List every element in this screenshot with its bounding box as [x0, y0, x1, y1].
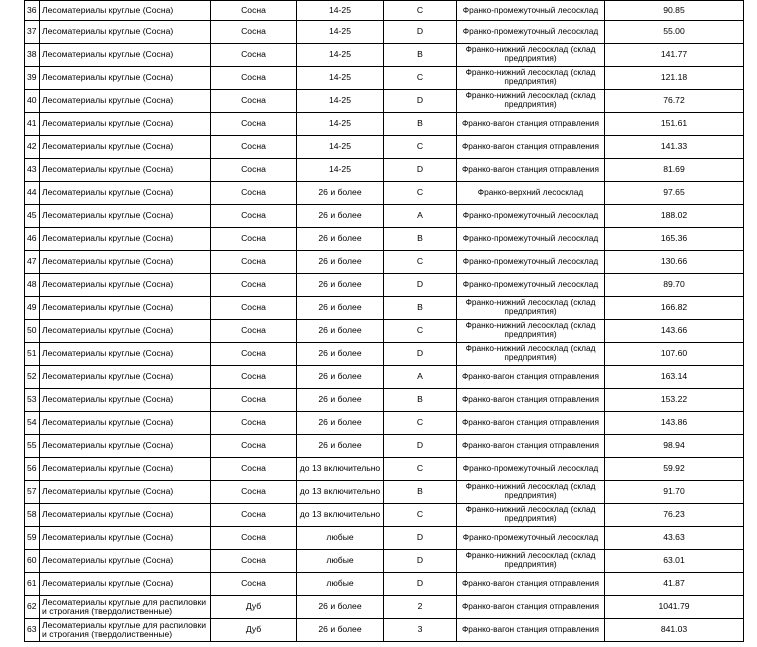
product-name-cell: Лесоматериалы круглые (Сосна): [40, 412, 211, 435]
price-table: [24, 0, 744, 642]
grade-cell: B: [384, 44, 457, 67]
grade-cell: C: [384, 1, 457, 21]
species-cell: Сосна: [211, 573, 297, 596]
delivery-terms-cell: Франко-промежуточный лесосклад: [457, 274, 605, 297]
species-cell: Сосна: [211, 90, 297, 113]
table-row: [25, 343, 744, 366]
table-row: [25, 458, 744, 481]
row-number-cell: 52: [25, 366, 40, 389]
price-cell: 63.01: [605, 550, 744, 573]
row-number-cell: 42: [25, 136, 40, 159]
grade-cell: C: [384, 458, 457, 481]
diameter-cell: любые: [297, 550, 384, 573]
row-number-cell: 43: [25, 159, 40, 182]
price-cell: 76.72: [605, 90, 744, 113]
delivery-terms-cell: Франко-вагон станция отправления: [457, 619, 605, 642]
table-row: [25, 481, 744, 504]
diameter-cell: 14-25: [297, 44, 384, 67]
grade-cell: A: [384, 205, 457, 228]
product-name-cell: Лесоматериалы круглые (Сосна): [40, 527, 211, 550]
price-cell: 166.82: [605, 297, 744, 320]
table-row: [25, 136, 744, 159]
price-cell: 107.60: [605, 343, 744, 366]
diameter-cell: любые: [297, 527, 384, 550]
diameter-cell: 14-25: [297, 1, 384, 21]
product-name-cell: Лесоматериалы круглые (Сосна): [40, 343, 211, 366]
row-number-cell: 41: [25, 113, 40, 136]
product-name-cell: Лесоматериалы круглые (Сосна): [40, 113, 211, 136]
delivery-terms-cell: Франко-вагон станция отправления: [457, 573, 605, 596]
row-number-cell: 62: [25, 596, 40, 619]
grade-cell: B: [384, 228, 457, 251]
species-cell: Сосна: [211, 113, 297, 136]
product-name-cell: Лесоматериалы круглые (Сосна): [40, 205, 211, 228]
delivery-terms-cell: Франко-нижний лесосклад (склад предприятия): [457, 44, 605, 67]
delivery-terms-cell: Франко-вагон станция отправления: [457, 113, 605, 136]
table-row: [25, 573, 744, 596]
grade-cell: D: [384, 159, 457, 182]
delivery-terms-cell: Франко-нижний лесосклад (склад предприятия): [457, 67, 605, 90]
delivery-terms-cell: Франко-верхний лесосклад: [457, 182, 605, 205]
table-row: [25, 90, 744, 113]
price-cell: 163.14: [605, 366, 744, 389]
table-row: [25, 21, 744, 44]
row-number-cell: 63: [25, 619, 40, 642]
diameter-cell: 26 и более: [297, 619, 384, 642]
delivery-terms-cell: Франко-нижний лесосклад (склад предприятия): [457, 481, 605, 504]
diameter-cell: 26 и более: [297, 251, 384, 274]
price-cell: 151.61: [605, 113, 744, 136]
diameter-cell: до 13 включительно: [297, 504, 384, 527]
species-cell: Сосна: [211, 274, 297, 297]
table-row: [25, 205, 744, 228]
diameter-cell: 26 и более: [297, 389, 384, 412]
row-number-cell: 51: [25, 343, 40, 366]
grade-cell: D: [384, 573, 457, 596]
grade-cell: B: [384, 297, 457, 320]
price-cell: 98.94: [605, 435, 744, 458]
row-number-cell: 39: [25, 67, 40, 90]
delivery-terms-cell: Франко-вагон станция отправления: [457, 366, 605, 389]
species-cell: Сосна: [211, 412, 297, 435]
delivery-terms-cell: Франко-нижний лесосклад (склад предприятия): [457, 320, 605, 343]
price-cell: 81.69: [605, 159, 744, 182]
diameter-cell: 14-25: [297, 113, 384, 136]
table-row: [25, 504, 744, 527]
species-cell: Сосна: [211, 389, 297, 412]
row-number-cell: 53: [25, 389, 40, 412]
diameter-cell: 14-25: [297, 67, 384, 90]
table-row: [25, 619, 744, 642]
diameter-cell: 26 и более: [297, 366, 384, 389]
grade-cell: A: [384, 366, 457, 389]
grade-cell: D: [384, 90, 457, 113]
product-name-cell: Лесоматериалы круглые (Сосна): [40, 550, 211, 573]
grade-cell: C: [384, 251, 457, 274]
price-cell: 141.77: [605, 44, 744, 67]
table-row: [25, 527, 744, 550]
grade-cell: C: [384, 136, 457, 159]
product-name-cell: Лесоматериалы круглые (Сосна): [40, 228, 211, 251]
row-number-cell: 48: [25, 274, 40, 297]
price-cell: 89.70: [605, 274, 744, 297]
product-name-cell: Лесоматериалы круглые (Сосна): [40, 1, 211, 21]
species-cell: Дуб: [211, 619, 297, 642]
row-number-cell: 54: [25, 412, 40, 435]
grade-cell: C: [384, 504, 457, 527]
diameter-cell: 26 и более: [297, 228, 384, 251]
species-cell: Сосна: [211, 228, 297, 251]
diameter-cell: 14-25: [297, 136, 384, 159]
grade-cell: D: [384, 343, 457, 366]
table-row: [25, 251, 744, 274]
delivery-terms-cell: Франко-промежуточный лесосклад: [457, 458, 605, 481]
diameter-cell: 26 и более: [297, 435, 384, 458]
price-cell: 165.36: [605, 228, 744, 251]
row-number-cell: 56: [25, 458, 40, 481]
grade-cell: C: [384, 182, 457, 205]
grade-cell: D: [384, 550, 457, 573]
product-name-cell: Лесоматериалы круглые (Сосна): [40, 389, 211, 412]
product-name-cell: Лесоматериалы круглые (Сосна): [40, 251, 211, 274]
table-row: [25, 228, 744, 251]
diameter-cell: 26 и более: [297, 412, 384, 435]
price-cell: 90.85: [605, 1, 744, 21]
row-number-cell: 46: [25, 228, 40, 251]
species-cell: Сосна: [211, 44, 297, 67]
product-name-cell: Лесоматериалы круглые (Сосна): [40, 458, 211, 481]
price-cell: 153.22: [605, 389, 744, 412]
product-name-cell: Лесоматериалы круглые (Сосна): [40, 481, 211, 504]
delivery-terms-cell: Франко-нижний лесосклад (склад предприятия): [457, 90, 605, 113]
delivery-terms-cell: Франко-вагон станция отправления: [457, 412, 605, 435]
delivery-terms-cell: Франко-промежуточный лесосклад: [457, 1, 605, 21]
table-row: [25, 159, 744, 182]
product-name-cell: Лесоматериалы круглые (Сосна): [40, 435, 211, 458]
species-cell: Дуб: [211, 596, 297, 619]
table-row: [25, 550, 744, 573]
species-cell: Сосна: [211, 182, 297, 205]
species-cell: Сосна: [211, 136, 297, 159]
price-cell: 841.03: [605, 619, 744, 642]
row-number-cell: 44: [25, 182, 40, 205]
grade-cell: D: [384, 274, 457, 297]
delivery-terms-cell: Франко-нижний лесосклад (склад предприятия): [457, 504, 605, 527]
grade-cell: 2: [384, 596, 457, 619]
product-name-cell: Лесоматериалы круглые для распиловки и строгания (твердолиственные): [40, 596, 211, 619]
price-cell: 121.18: [605, 67, 744, 90]
row-number-cell: 58: [25, 504, 40, 527]
species-cell: Сосна: [211, 205, 297, 228]
diameter-cell: 26 и более: [297, 320, 384, 343]
product-name-cell: Лесоматериалы круглые (Сосна): [40, 366, 211, 389]
product-name-cell: Лесоматериалы круглые (Сосна): [40, 90, 211, 113]
species-cell: Сосна: [211, 527, 297, 550]
grade-cell: C: [384, 320, 457, 343]
product-name-cell: Лесоматериалы круглые (Сосна): [40, 21, 211, 44]
row-number-cell: 47: [25, 251, 40, 274]
diameter-cell: 26 и более: [297, 274, 384, 297]
price-cell: 1041.79: [605, 596, 744, 619]
grade-cell: B: [384, 481, 457, 504]
species-cell: Сосна: [211, 320, 297, 343]
species-cell: Сосна: [211, 366, 297, 389]
diameter-cell: 14-25: [297, 21, 384, 44]
price-cell: 130.66: [605, 251, 744, 274]
diameter-cell: 26 и более: [297, 205, 384, 228]
row-number-cell: 55: [25, 435, 40, 458]
product-name-cell: Лесоматериалы круглые (Сосна): [40, 136, 211, 159]
price-cell: 141.33: [605, 136, 744, 159]
product-name-cell: Лесоматериалы круглые (Сосна): [40, 297, 211, 320]
grade-cell: D: [384, 527, 457, 550]
table-row: [25, 113, 744, 136]
table-row: [25, 412, 744, 435]
species-cell: Сосна: [211, 481, 297, 504]
grade-cell: B: [384, 113, 457, 136]
price-cell: 188.02: [605, 205, 744, 228]
row-number-cell: 40: [25, 90, 40, 113]
product-name-cell: Лесоматериалы круглые для распиловки и строгания (твердолиственные): [40, 619, 211, 642]
grade-cell: C: [384, 67, 457, 90]
delivery-terms-cell: Франко-вагон станция отправления: [457, 435, 605, 458]
diameter-cell: любые: [297, 573, 384, 596]
diameter-cell: 26 и более: [297, 182, 384, 205]
delivery-terms-cell: Франко-промежуточный лесосклад: [457, 228, 605, 251]
delivery-terms-cell: Франко-нижний лесосклад (склад предприятия): [457, 550, 605, 573]
price-table-container: [24, 0, 743, 642]
table-body: [25, 1, 744, 642]
price-cell: 59.92: [605, 458, 744, 481]
species-cell: Сосна: [211, 297, 297, 320]
grade-cell: B: [384, 389, 457, 412]
species-cell: Сосна: [211, 435, 297, 458]
product-name-cell: Лесоматериалы круглые (Сосна): [40, 504, 211, 527]
species-cell: Сосна: [211, 21, 297, 44]
table-row: [25, 297, 744, 320]
product-name-cell: Лесоматериалы круглые (Сосна): [40, 274, 211, 297]
price-cell: 143.66: [605, 320, 744, 343]
diameter-cell: 26 и более: [297, 596, 384, 619]
table-row: [25, 44, 744, 67]
delivery-terms-cell: Франко-нижний лесосклад (склад предприятия): [457, 343, 605, 366]
table-row: [25, 1, 744, 21]
table-row: [25, 182, 744, 205]
diameter-cell: 14-25: [297, 159, 384, 182]
price-cell: 143.86: [605, 412, 744, 435]
product-name-cell: Лесоматериалы круглые (Сосна): [40, 44, 211, 67]
row-number-cell: 37: [25, 21, 40, 44]
species-cell: Сосна: [211, 550, 297, 573]
delivery-terms-cell: Франко-вагон станция отправления: [457, 136, 605, 159]
grade-cell: D: [384, 435, 457, 458]
delivery-terms-cell: Франко-нижний лесосклад (склад предприятия): [457, 297, 605, 320]
table-row: [25, 435, 744, 458]
price-cell: 91.70: [605, 481, 744, 504]
table-row: [25, 366, 744, 389]
table-row: [25, 67, 744, 90]
row-number-cell: 57: [25, 481, 40, 504]
delivery-terms-cell: Франко-вагон станция отправления: [457, 389, 605, 412]
grade-cell: C: [384, 412, 457, 435]
diameter-cell: до 13 включительно: [297, 458, 384, 481]
product-name-cell: Лесоматериалы круглые (Сосна): [40, 320, 211, 343]
diameter-cell: 14-25: [297, 90, 384, 113]
product-name-cell: Лесоматериалы круглые (Сосна): [40, 573, 211, 596]
species-cell: Сосна: [211, 67, 297, 90]
table-row: [25, 596, 744, 619]
price-cell: 97.65: [605, 182, 744, 205]
species-cell: Сосна: [211, 458, 297, 481]
delivery-terms-cell: Франко-промежуточный лесосклад: [457, 205, 605, 228]
table-row: [25, 389, 744, 412]
row-number-cell: 38: [25, 44, 40, 67]
table-row: [25, 274, 744, 297]
delivery-terms-cell: Франко-вагон станция отправления: [457, 596, 605, 619]
species-cell: Сосна: [211, 251, 297, 274]
row-number-cell: 59: [25, 527, 40, 550]
diameter-cell: до 13 включительно: [297, 481, 384, 504]
product-name-cell: Лесоматериалы круглые (Сосна): [40, 159, 211, 182]
price-cell: 55.00: [605, 21, 744, 44]
species-cell: Сосна: [211, 1, 297, 21]
diameter-cell: 26 и более: [297, 343, 384, 366]
delivery-terms-cell: Франко-промежуточный лесосклад: [457, 527, 605, 550]
grade-cell: 3: [384, 619, 457, 642]
row-number-cell: 50: [25, 320, 40, 343]
grade-cell: D: [384, 21, 457, 44]
row-number-cell: 49: [25, 297, 40, 320]
row-number-cell: 61: [25, 573, 40, 596]
row-number-cell: 36: [25, 1, 40, 21]
price-cell: 76.23: [605, 504, 744, 527]
row-number-cell: 60: [25, 550, 40, 573]
price-cell: 43.63: [605, 527, 744, 550]
delivery-terms-cell: Франко-промежуточный лесосклад: [457, 21, 605, 44]
delivery-terms-cell: Франко-вагон станция отправления: [457, 159, 605, 182]
delivery-terms-cell: Франко-промежуточный лесосклад: [457, 251, 605, 274]
row-number-cell: 45: [25, 205, 40, 228]
diameter-cell: 26 и более: [297, 297, 384, 320]
species-cell: Сосна: [211, 159, 297, 182]
species-cell: Сосна: [211, 343, 297, 366]
price-cell: 41.87: [605, 573, 744, 596]
table-row: [25, 320, 744, 343]
species-cell: Сосна: [211, 504, 297, 527]
product-name-cell: Лесоматериалы круглые (Сосна): [40, 67, 211, 90]
product-name-cell: Лесоматериалы круглые (Сосна): [40, 182, 211, 205]
